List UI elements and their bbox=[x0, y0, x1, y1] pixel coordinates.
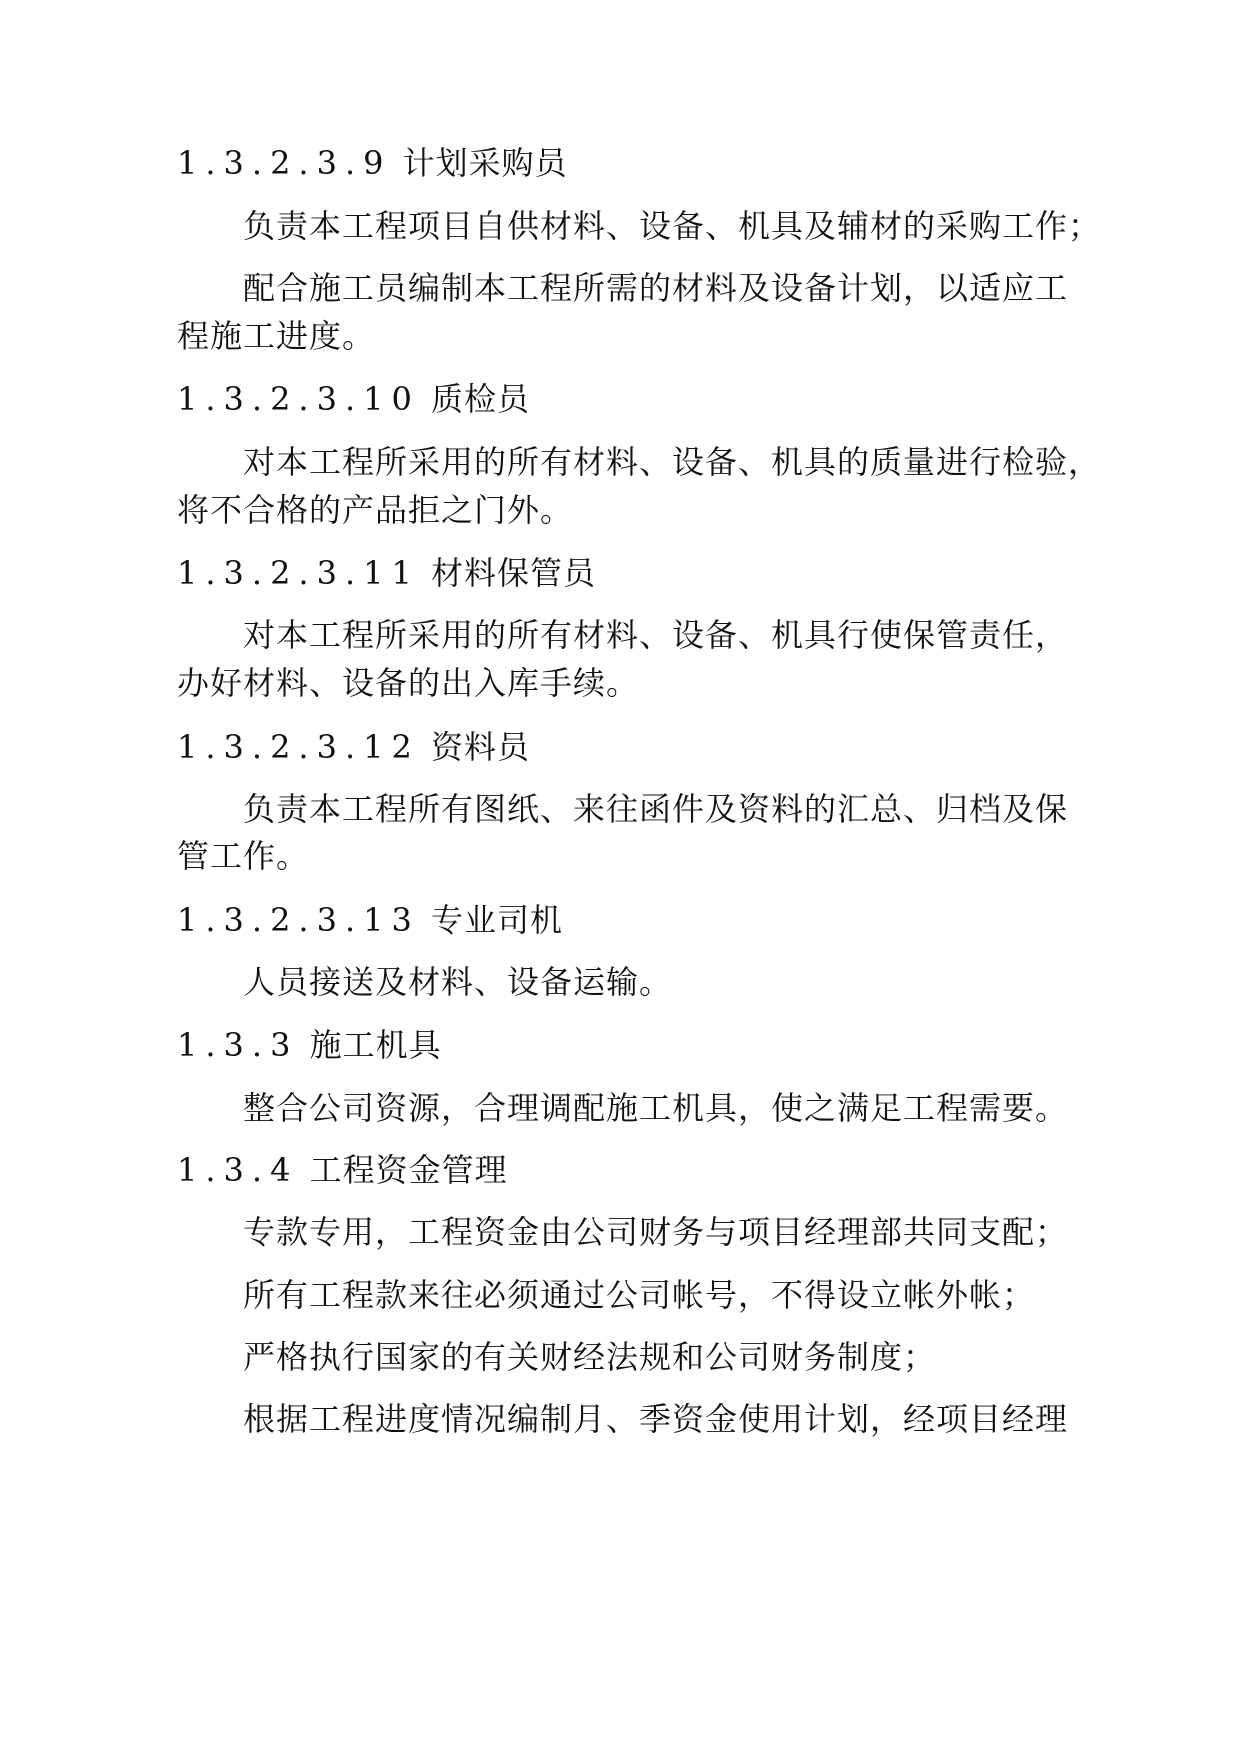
section-heading bbox=[177, 553, 596, 593]
paragraph-line: 所有工程款来往必须通过公司帐号，不得设立帐外帐； bbox=[243, 1276, 1036, 1314]
paragraph-line: 负责本工程项目自供材料、设备、机具及辅材的采购工作； bbox=[243, 207, 1102, 245]
section-heading bbox=[177, 1025, 442, 1065]
section-heading bbox=[177, 1150, 508, 1190]
section-title: 资料员 bbox=[431, 728, 531, 766]
paragraph-line: 根据工程进度情况编制月、季资金使用计划，经项目经理 bbox=[243, 1400, 1069, 1438]
section-number: 1.3.2.3.13 bbox=[177, 901, 420, 939]
section-title: 专业司机 bbox=[431, 901, 564, 939]
paragraph-line: 对本工程所采用的所有材料、设备、机具行使保管责任， bbox=[243, 616, 1069, 654]
section-title: 施工机具 bbox=[309, 1026, 442, 1064]
section-number: 1.3.2.3.10 bbox=[177, 380, 420, 418]
section-number: 1.3.2.3.9 bbox=[177, 144, 392, 182]
paragraph-line: 配合施工员编制本工程所需的材料及设备计划，以适应工 bbox=[243, 269, 1069, 307]
section-title: 材料保管员 bbox=[431, 554, 597, 592]
section-number: 1.3.3 bbox=[177, 1026, 299, 1064]
paragraph-line: 人员接送及材料、设备运输。 bbox=[243, 963, 673, 1001]
section-heading bbox=[177, 379, 530, 419]
paragraph-line: 管工作。 bbox=[177, 837, 310, 875]
paragraph-line: 严格执行国家的有关财经法规和公司财务制度； bbox=[243, 1338, 937, 1376]
section-heading bbox=[177, 900, 563, 940]
section-title: 质检员 bbox=[431, 380, 531, 418]
section-number: 1.3.2.3.11 bbox=[177, 554, 420, 592]
section-title: 计划采购员 bbox=[402, 144, 568, 182]
section-heading bbox=[177, 143, 568, 183]
section-number: 1.3.2.3.12 bbox=[177, 728, 420, 766]
paragraph-line: 将不合格的产品拒之门外。 bbox=[177, 491, 574, 529]
paragraph-line: 办好材料、设备的出入库手续。 bbox=[177, 664, 640, 702]
section-title: 工程资金管理 bbox=[309, 1151, 508, 1189]
paragraph-line: 整合公司资源，合理调配施工机具，使之满足工程需要。 bbox=[243, 1089, 1069, 1127]
paragraph-line: 程施工进度。 bbox=[177, 317, 376, 355]
section-number: 1.3.4 bbox=[177, 1151, 299, 1189]
paragraph-line: 专款专用，工程资金由公司财务与项目经理部共同支配； bbox=[243, 1213, 1069, 1251]
paragraph-line: 对本工程所采用的所有材料、设备、机具的质量进行检验， bbox=[243, 443, 1102, 481]
section-heading bbox=[177, 727, 530, 767]
paragraph-line: 负责本工程所有图纸、来往函件及资料的汇总、归档及保 bbox=[243, 790, 1069, 828]
